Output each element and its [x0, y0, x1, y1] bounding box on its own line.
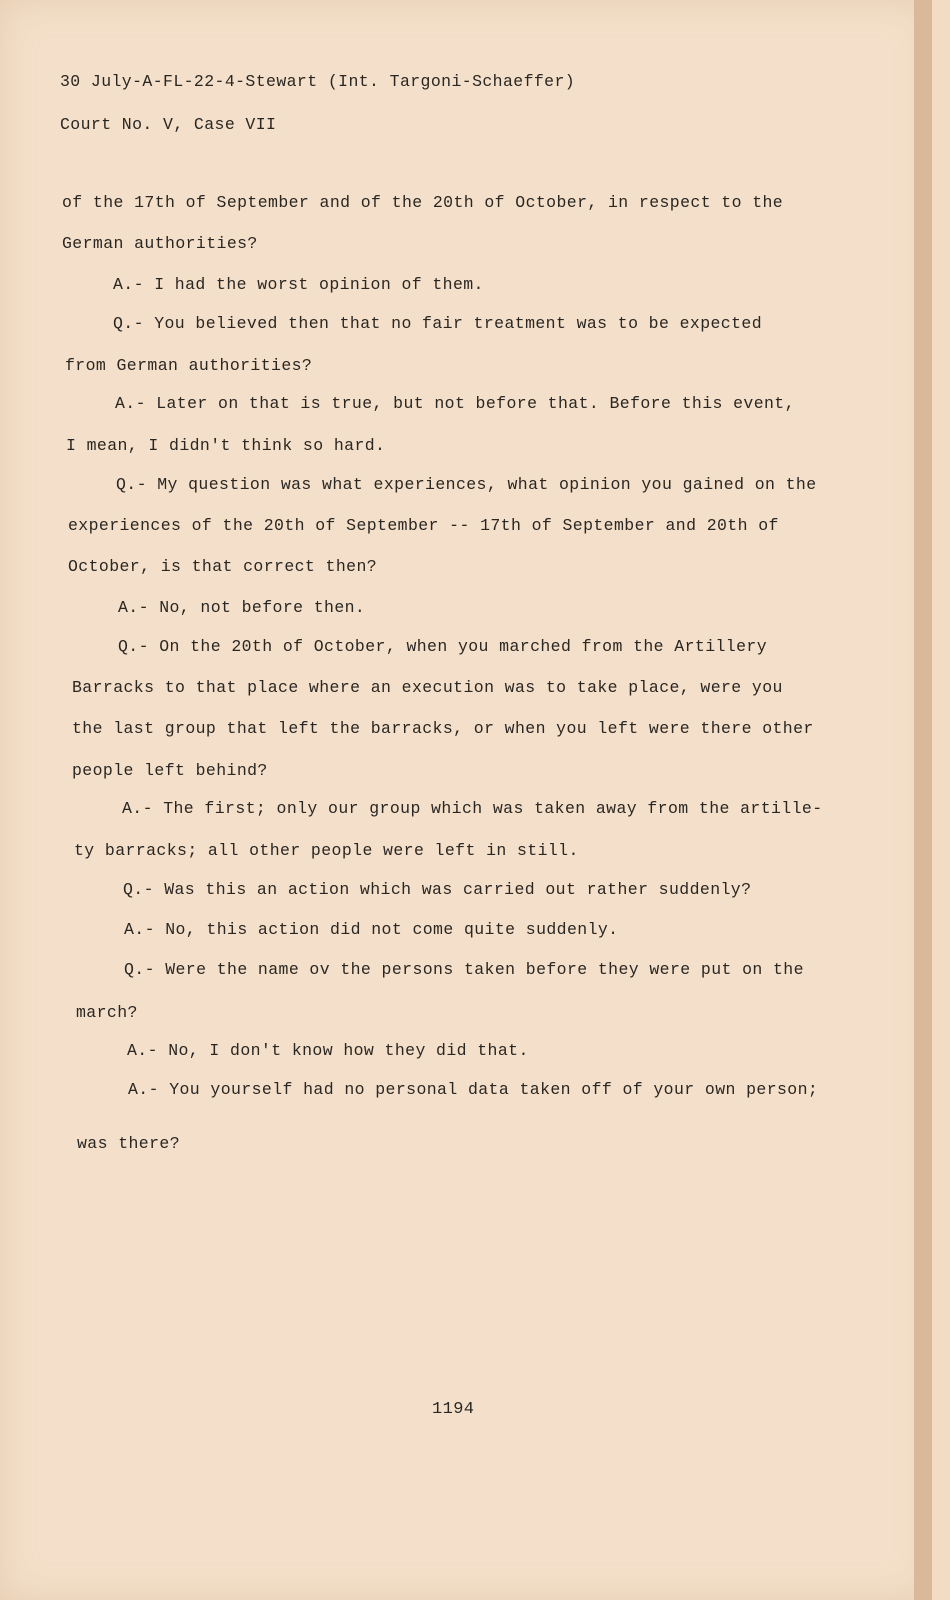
text-line: I mean, I didn't think so hard.: [66, 436, 386, 455]
answer-line: A.- The first; only our group which was taken away from the artille-: [122, 799, 823, 818]
text-line: ty barracks; all other people were left in still.: [74, 841, 579, 860]
answer-line: A.- I had the worst opinion of them.: [113, 275, 484, 294]
question-line: Q.- My question was what experiences, what opinion you gained on the: [116, 475, 817, 494]
text-line: German authorities?: [62, 234, 258, 253]
question-line: Q.- Were the name ov the persons taken before they were put on the: [124, 960, 804, 979]
answer-line: A.- No, I don't know how they did that.: [127, 1041, 529, 1060]
header-court: Court No. V, Case VII: [60, 115, 277, 134]
text-line: people left behind?: [72, 761, 268, 780]
answer-line: A.- No, not before then.: [118, 598, 366, 617]
question-line: Q.- You believed then that no fair treatment was to be expected: [113, 314, 763, 333]
question-line: Q.- On the 20th of October, when you marched from the Artillery: [118, 637, 768, 656]
page-edge: [914, 0, 932, 1600]
text-line: experiences of the 20th of September -- 17th of September and 20th of: [68, 516, 779, 535]
answer-line: A.- No, this action did not come quite suddenly.: [124, 920, 619, 939]
text-line: march?: [76, 1003, 138, 1022]
text-line: from German authorities?: [65, 356, 313, 375]
answer-line: A.- You yourself had no personal data taken off of your own person;: [128, 1080, 819, 1099]
page-number: 1194: [432, 1400, 475, 1419]
header-title: 30 July-A-FL-22-4-Stewart (Int. Targoni-Schaeffer): [60, 72, 576, 91]
text-line: was there?: [77, 1134, 181, 1153]
answer-line: A.- Later on that is true, but not before that. Before this event,: [115, 394, 795, 413]
text-line: October, is that correct then?: [68, 557, 378, 576]
question-line: Q.- Was this an action which was carried out rather suddenly?: [123, 880, 752, 899]
text-line: of the 17th of September and of the 20th of October, in respect to the: [62, 193, 784, 212]
text-line: Barracks to that place where an execution was to take place, were you: [72, 678, 783, 697]
text-line: the last group that left the barracks, or when you left were there other: [72, 719, 814, 738]
